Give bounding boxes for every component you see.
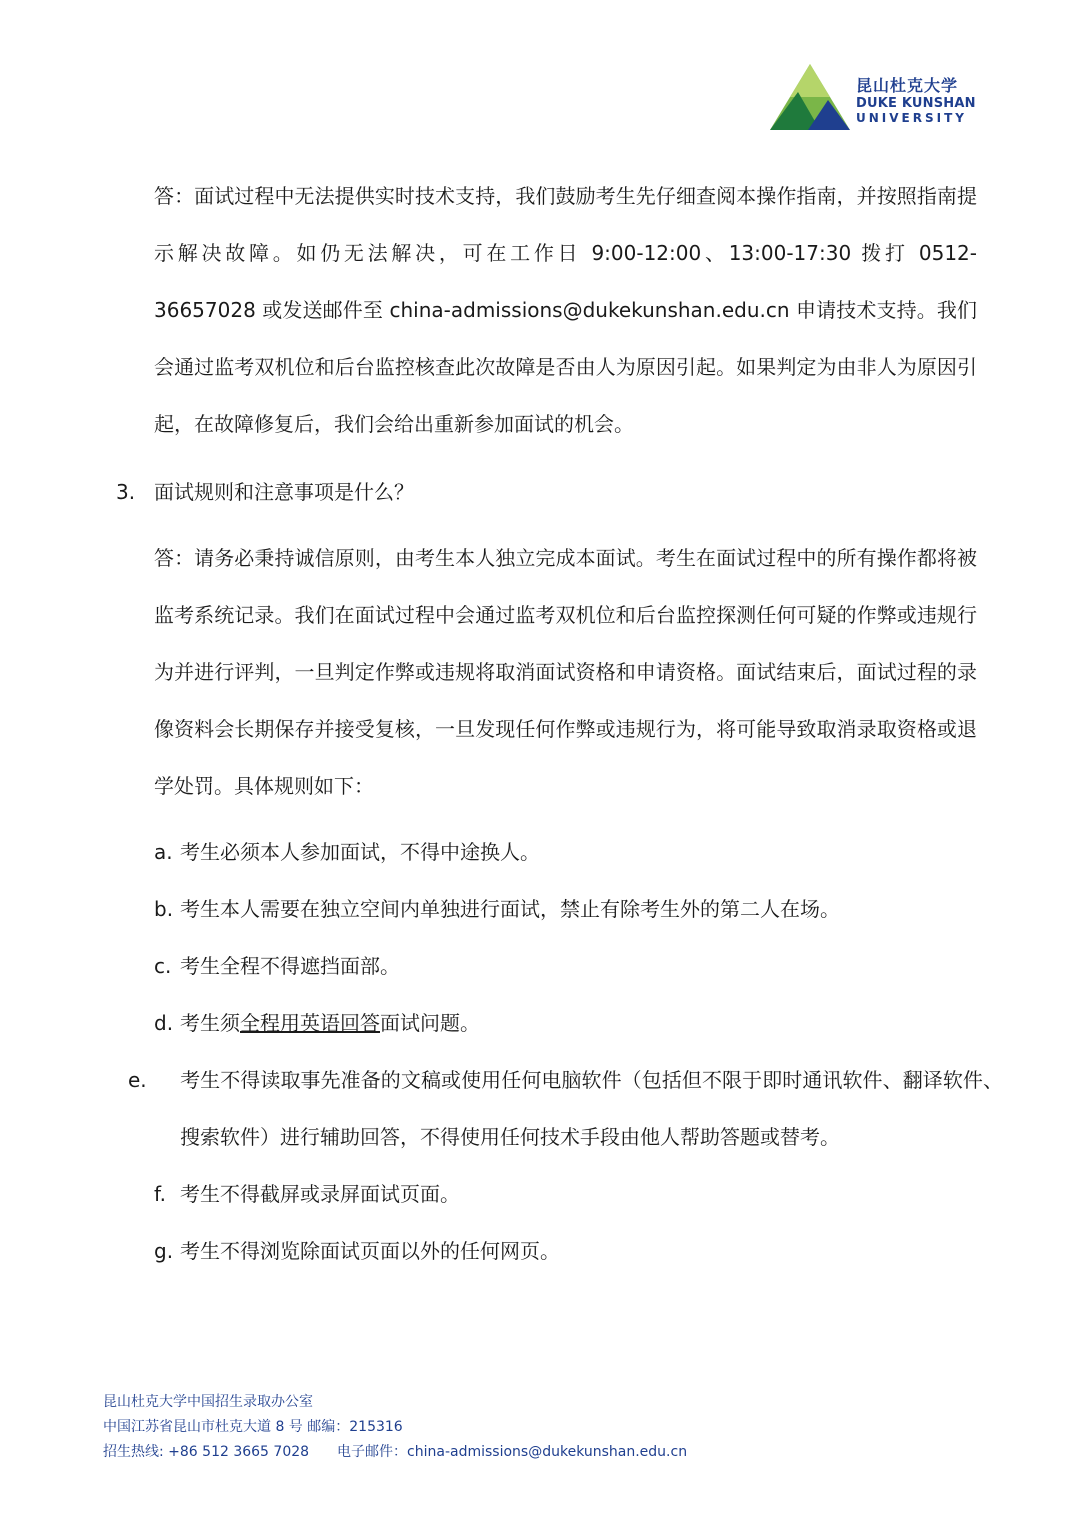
- question-3-text: 面试规则和注意事项是什么？: [154, 480, 414, 504]
- page-footer: [103, 1390, 687, 1465]
- rule-letter: b.: [154, 897, 174, 921]
- rule-item: [154, 881, 977, 938]
- logo-english-name-line1: DUKE KUNSHAN: [856, 96, 976, 111]
- footer-office-name: 昆山杜克大学中国招生录取办公室: [103, 1394, 313, 1410]
- rule-item: [154, 1166, 977, 1223]
- rule-item: [154, 824, 977, 881]
- footer-address: 中国江苏省昆山市杜克大道 8 号 邮编：215316: [103, 1419, 403, 1435]
- question-3-number: 3.: [116, 480, 136, 504]
- answer-2-paragraph: 答：面试过程中无法提供实时技术支持，我们鼓励考生先仔细查阅本操作指南，并按照指南提示解决故障。如仍无法解决，可在工作日 9:00-12:00、13:00-17:30 拨打 0512-36657028 或发送邮件至 china-admissions@dukekunshan.edu.cn 申请技术支持。我们会通过监考双机位和后台监控核查此次故障是否由人为原因引起。如果判定为由非人为原因引起，在故障修复后，我们会给出重新参加面试的机会。: [154, 184, 977, 436]
- rule-text: 考生不得读取事先准备的文稿或使用任何电脑软件（包括但不限于即时通讯软件、翻译软件、搜索软件）进行辅助回答，不得使用任何技术手段由他人帮助答题或替考。: [180, 1068, 1003, 1149]
- rule-letter: a.: [154, 840, 173, 864]
- rule-letter: d.: [154, 1011, 174, 1035]
- answer-3-paragraph: 答：请务必秉持诚信原则，由考生本人独立完成本面试。考生在面试过程中的所有操作都将被监考系统记录。我们在面试过程中会通过监考双机位和后台监控探测任何可疑的作弊或违规行为并进行评判，一旦判定作弊或违规将取消面试资格和申请资格。面试结束后，面试过程的录像资料会长期保存并接受复核，一旦发现任何作弊或违规行为，将可能导致取消录取资格或退学处罚。具体规则如下：: [154, 546, 977, 798]
- footer-contact: [103, 1440, 687, 1465]
- rule-text: 考生全程不得遮挡面部。: [180, 954, 400, 978]
- rule-letter: f.: [154, 1182, 166, 1206]
- rule-item: [128, 1052, 1003, 1166]
- rule-item: [154, 995, 977, 1052]
- rule-text: 考生必须本人参加面试，不得中途换人。: [180, 840, 540, 864]
- rule-text: 考生不得浏览除面试页面以外的任何网页。: [180, 1239, 560, 1263]
- logo-wordmark: [856, 76, 976, 126]
- rule-letter: c.: [154, 954, 172, 978]
- rule-letter: g.: [154, 1239, 174, 1263]
- rule-letter: e.: [128, 1068, 147, 1092]
- logo-chinese-name: 昆山杜克大学: [856, 76, 959, 95]
- rule-text: 考生本人需要在独立空间内单独进行面试，禁止有除考生外的第二人在场。: [180, 897, 840, 921]
- mountain-logo-icon: [768, 62, 858, 134]
- rule-item: [154, 1223, 977, 1280]
- rule-text-underlined: 全程用英语回答: [240, 1011, 380, 1035]
- rule-text-before: 考生须: [180, 1011, 240, 1035]
- logo-english-name-line2: UNIVERSITY: [856, 111, 967, 125]
- university-logo: [768, 62, 983, 134]
- footer-hotline: 招生热线: +86 512 3665 7028: [103, 1444, 310, 1460]
- rule-text: 考生不得截屏或录屏面试页面。: [180, 1182, 460, 1206]
- rule-item: [154, 938, 977, 995]
- rule-text-after: 面试问题。: [380, 1011, 480, 1035]
- footer-email[interactable]: 电子邮件：china-admissions@dukekunshan.edu.cn: [337, 1444, 688, 1460]
